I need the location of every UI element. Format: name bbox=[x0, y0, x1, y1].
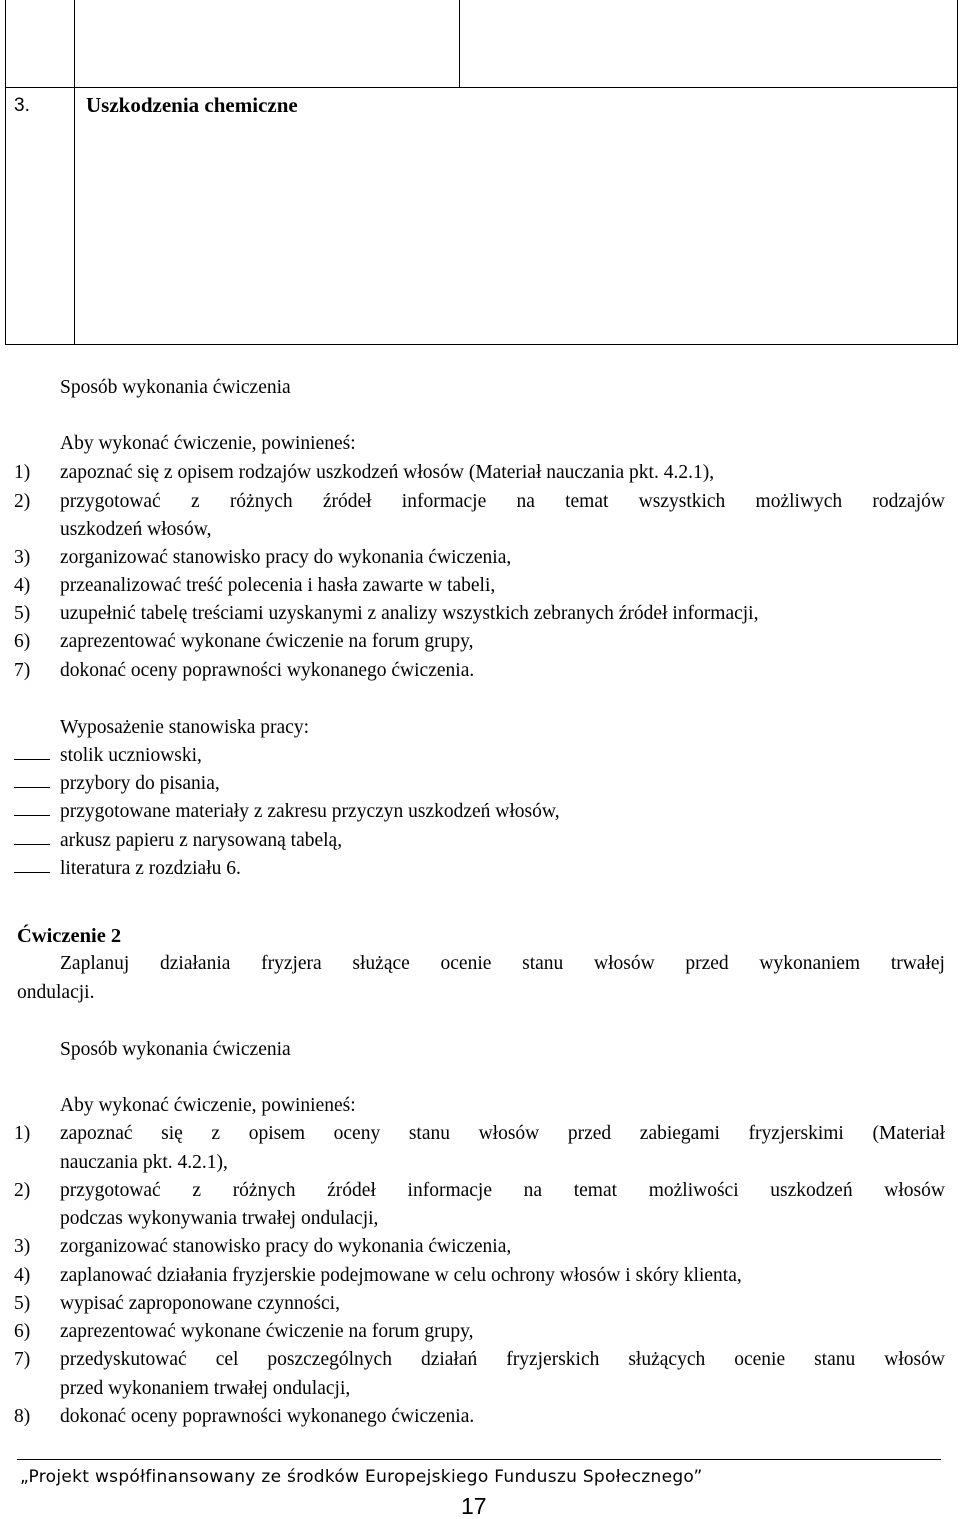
page-number: 17 bbox=[461, 1493, 487, 1519]
step-number: 3) bbox=[14, 1236, 31, 1257]
equipment-item: literatura z rozdziału 6. bbox=[60, 858, 241, 879]
word: temat bbox=[573, 1180, 618, 1201]
exercise-task bbox=[60, 954, 945, 974]
word: działań bbox=[420, 1349, 478, 1370]
word: wykonaniem bbox=[759, 953, 861, 974]
step-text bbox=[60, 492, 945, 512]
step-text-continued: uszkodzeń włosów, bbox=[60, 519, 212, 540]
step-text bbox=[60, 1181, 945, 1201]
word: Zaplanuj bbox=[60, 953, 130, 974]
step-text: zapoznać się z opisem rodzajów uszkodzeń włosów (Materiał nauczania pkt. 4.2.1), bbox=[60, 462, 715, 483]
equipment-item: arkusz papieru z narysowaną tabelą, bbox=[60, 830, 343, 851]
step-number: 6) bbox=[14, 631, 31, 652]
word: przedyskutować bbox=[60, 1349, 187, 1370]
word: rodzajów bbox=[872, 491, 945, 512]
dash-bullet bbox=[14, 815, 50, 816]
step-number: 3) bbox=[14, 547, 31, 568]
step-text: zorganizować stanowisko pracy do wykonania ćwiczenia, bbox=[60, 547, 512, 568]
step-number: 2) bbox=[14, 491, 31, 512]
word: włosów bbox=[593, 953, 655, 974]
word: na bbox=[516, 491, 535, 512]
method-heading: Sposób wykonania ćwiczenia bbox=[60, 1039, 291, 1060]
word: (Materiał bbox=[872, 1123, 945, 1144]
word: stanu bbox=[522, 953, 564, 974]
word: włosów bbox=[478, 1123, 540, 1144]
table bbox=[5, 0, 958, 345]
step-number: 4) bbox=[14, 1265, 31, 1286]
table-column-divider bbox=[459, 0, 460, 87]
word: służące bbox=[352, 953, 410, 974]
word: źródeł bbox=[327, 1180, 376, 1201]
word: zabiegami bbox=[639, 1123, 720, 1144]
word: działania bbox=[160, 953, 231, 974]
table-row-divider bbox=[6, 87, 957, 88]
word: ocenie bbox=[734, 1349, 786, 1370]
word: możliwości bbox=[648, 1180, 739, 1201]
word: uszkodzeń bbox=[770, 1180, 853, 1201]
method-heading: Sposób wykonania ćwiczenia bbox=[60, 377, 291, 398]
word: ocenie bbox=[440, 953, 492, 974]
step-number: 5) bbox=[14, 603, 31, 624]
word: trwałej bbox=[890, 953, 945, 974]
step-number: 4) bbox=[14, 575, 31, 596]
dash-bullet bbox=[14, 844, 50, 845]
dash-bullet bbox=[14, 759, 50, 760]
exercise-heading: Ćwiczenie 2 bbox=[17, 925, 122, 947]
step-text-continued: przed wykonaniem trwałej ondulacji, bbox=[60, 1378, 351, 1399]
word: źródeł bbox=[322, 491, 372, 512]
step-text: dokonać oceny poprawności wykonanego ćwiczenia. bbox=[60, 1406, 475, 1427]
word: fryzjerskimi bbox=[748, 1123, 844, 1144]
step-text: uzupełnić tabelę treściami uzyskanymi z analizy wszystkich zebranych źródeł informacji, bbox=[60, 603, 759, 624]
step-text-continued: podczas wykonywania trwałej ondulacji, bbox=[60, 1208, 379, 1229]
step-number: 1) bbox=[14, 1123, 31, 1144]
step-number: 6) bbox=[14, 1321, 31, 1342]
step-text: zaprezentować wykonane ćwiczenie na forum grupy, bbox=[60, 1321, 474, 1342]
word: z bbox=[190, 491, 200, 512]
word: informacje bbox=[407, 1180, 493, 1201]
step-text: przeanalizować treść polecenia i hasła zawarte w tabeli, bbox=[60, 575, 496, 596]
word: z bbox=[192, 1180, 202, 1201]
word: informacje bbox=[401, 491, 487, 512]
word: służących bbox=[628, 1349, 706, 1370]
equipment-item: przybory do pisania, bbox=[60, 773, 220, 794]
word: oceny bbox=[333, 1123, 381, 1144]
table-row-title: Uszkodzenia chemiczne bbox=[86, 93, 298, 117]
word: przed bbox=[685, 953, 729, 974]
word: temat bbox=[565, 491, 609, 512]
step-text: dokonać oceny poprawności wykonanego ćwiczenia. bbox=[60, 660, 475, 681]
step-number: 8) bbox=[14, 1406, 31, 1427]
word: opisem bbox=[248, 1123, 306, 1144]
word: różnych bbox=[229, 491, 293, 512]
word: włosów bbox=[884, 1349, 945, 1370]
word: zapoznać bbox=[60, 1123, 133, 1144]
step-number: 5) bbox=[14, 1293, 31, 1314]
step-text: wypisać zaproponowane czynności, bbox=[60, 1293, 340, 1314]
method-intro: Aby wykonać ćwiczenie, powinieneś: bbox=[60, 433, 356, 454]
word: przygotować bbox=[60, 1180, 161, 1201]
footer-divider bbox=[17, 1459, 941, 1460]
step-text: zorganizować stanowisko pracy do wykonania ćwiczenia, bbox=[60, 1236, 512, 1257]
equipment-item: stolik uczniowski, bbox=[60, 745, 202, 766]
step-number: 7) bbox=[14, 660, 31, 681]
footer-text: „Projekt współfinansowany ze środków Europejskiego Funduszu Społecznego” bbox=[20, 1467, 703, 1487]
word: możliwych bbox=[755, 491, 843, 512]
word: stanu bbox=[814, 1349, 856, 1370]
word: na bbox=[523, 1180, 543, 1201]
word: wszystkich bbox=[638, 491, 726, 512]
word: cel bbox=[215, 1349, 239, 1370]
word: z bbox=[211, 1123, 221, 1144]
word: się bbox=[161, 1123, 183, 1144]
table-row-number: 3. bbox=[14, 95, 30, 116]
step-text: zaprezentować wykonane ćwiczenie na forum grupy, bbox=[60, 631, 474, 652]
step-number: 1) bbox=[14, 462, 31, 483]
equipment-heading: Wyposażenie stanowiska pracy: bbox=[60, 717, 309, 738]
step-number: 2) bbox=[14, 1180, 31, 1201]
word: różnych bbox=[232, 1180, 296, 1201]
word: fryzjerskich bbox=[506, 1349, 600, 1370]
method-intro: Aby wykonać ćwiczenie, powinieneś: bbox=[60, 1095, 356, 1116]
word: poszczególnych bbox=[267, 1349, 392, 1370]
word: przygotować bbox=[60, 491, 161, 512]
equipment-item: przygotowane materiały z zakresu przyczyn uszkodzeń włosów, bbox=[60, 801, 560, 822]
step-text: zaplanować działania fryzjerskie podejmowane w celu ochrony włosów i skóry klienta, bbox=[60, 1265, 742, 1286]
step-text-continued: nauczania pkt. 4.2.1), bbox=[60, 1152, 228, 1173]
word: włosów bbox=[884, 1180, 945, 1201]
step-text bbox=[60, 1350, 945, 1370]
word: przed bbox=[567, 1123, 612, 1144]
dash-bullet bbox=[14, 872, 50, 873]
step-number: 7) bbox=[14, 1349, 31, 1370]
step-text bbox=[60, 1124, 945, 1144]
word: stanu bbox=[408, 1123, 450, 1144]
exercise-task-continued: ondulacji. bbox=[17, 982, 95, 1003]
table-column-divider bbox=[74, 0, 75, 344]
dash-bullet bbox=[14, 787, 50, 788]
word: fryzjera bbox=[261, 953, 322, 974]
